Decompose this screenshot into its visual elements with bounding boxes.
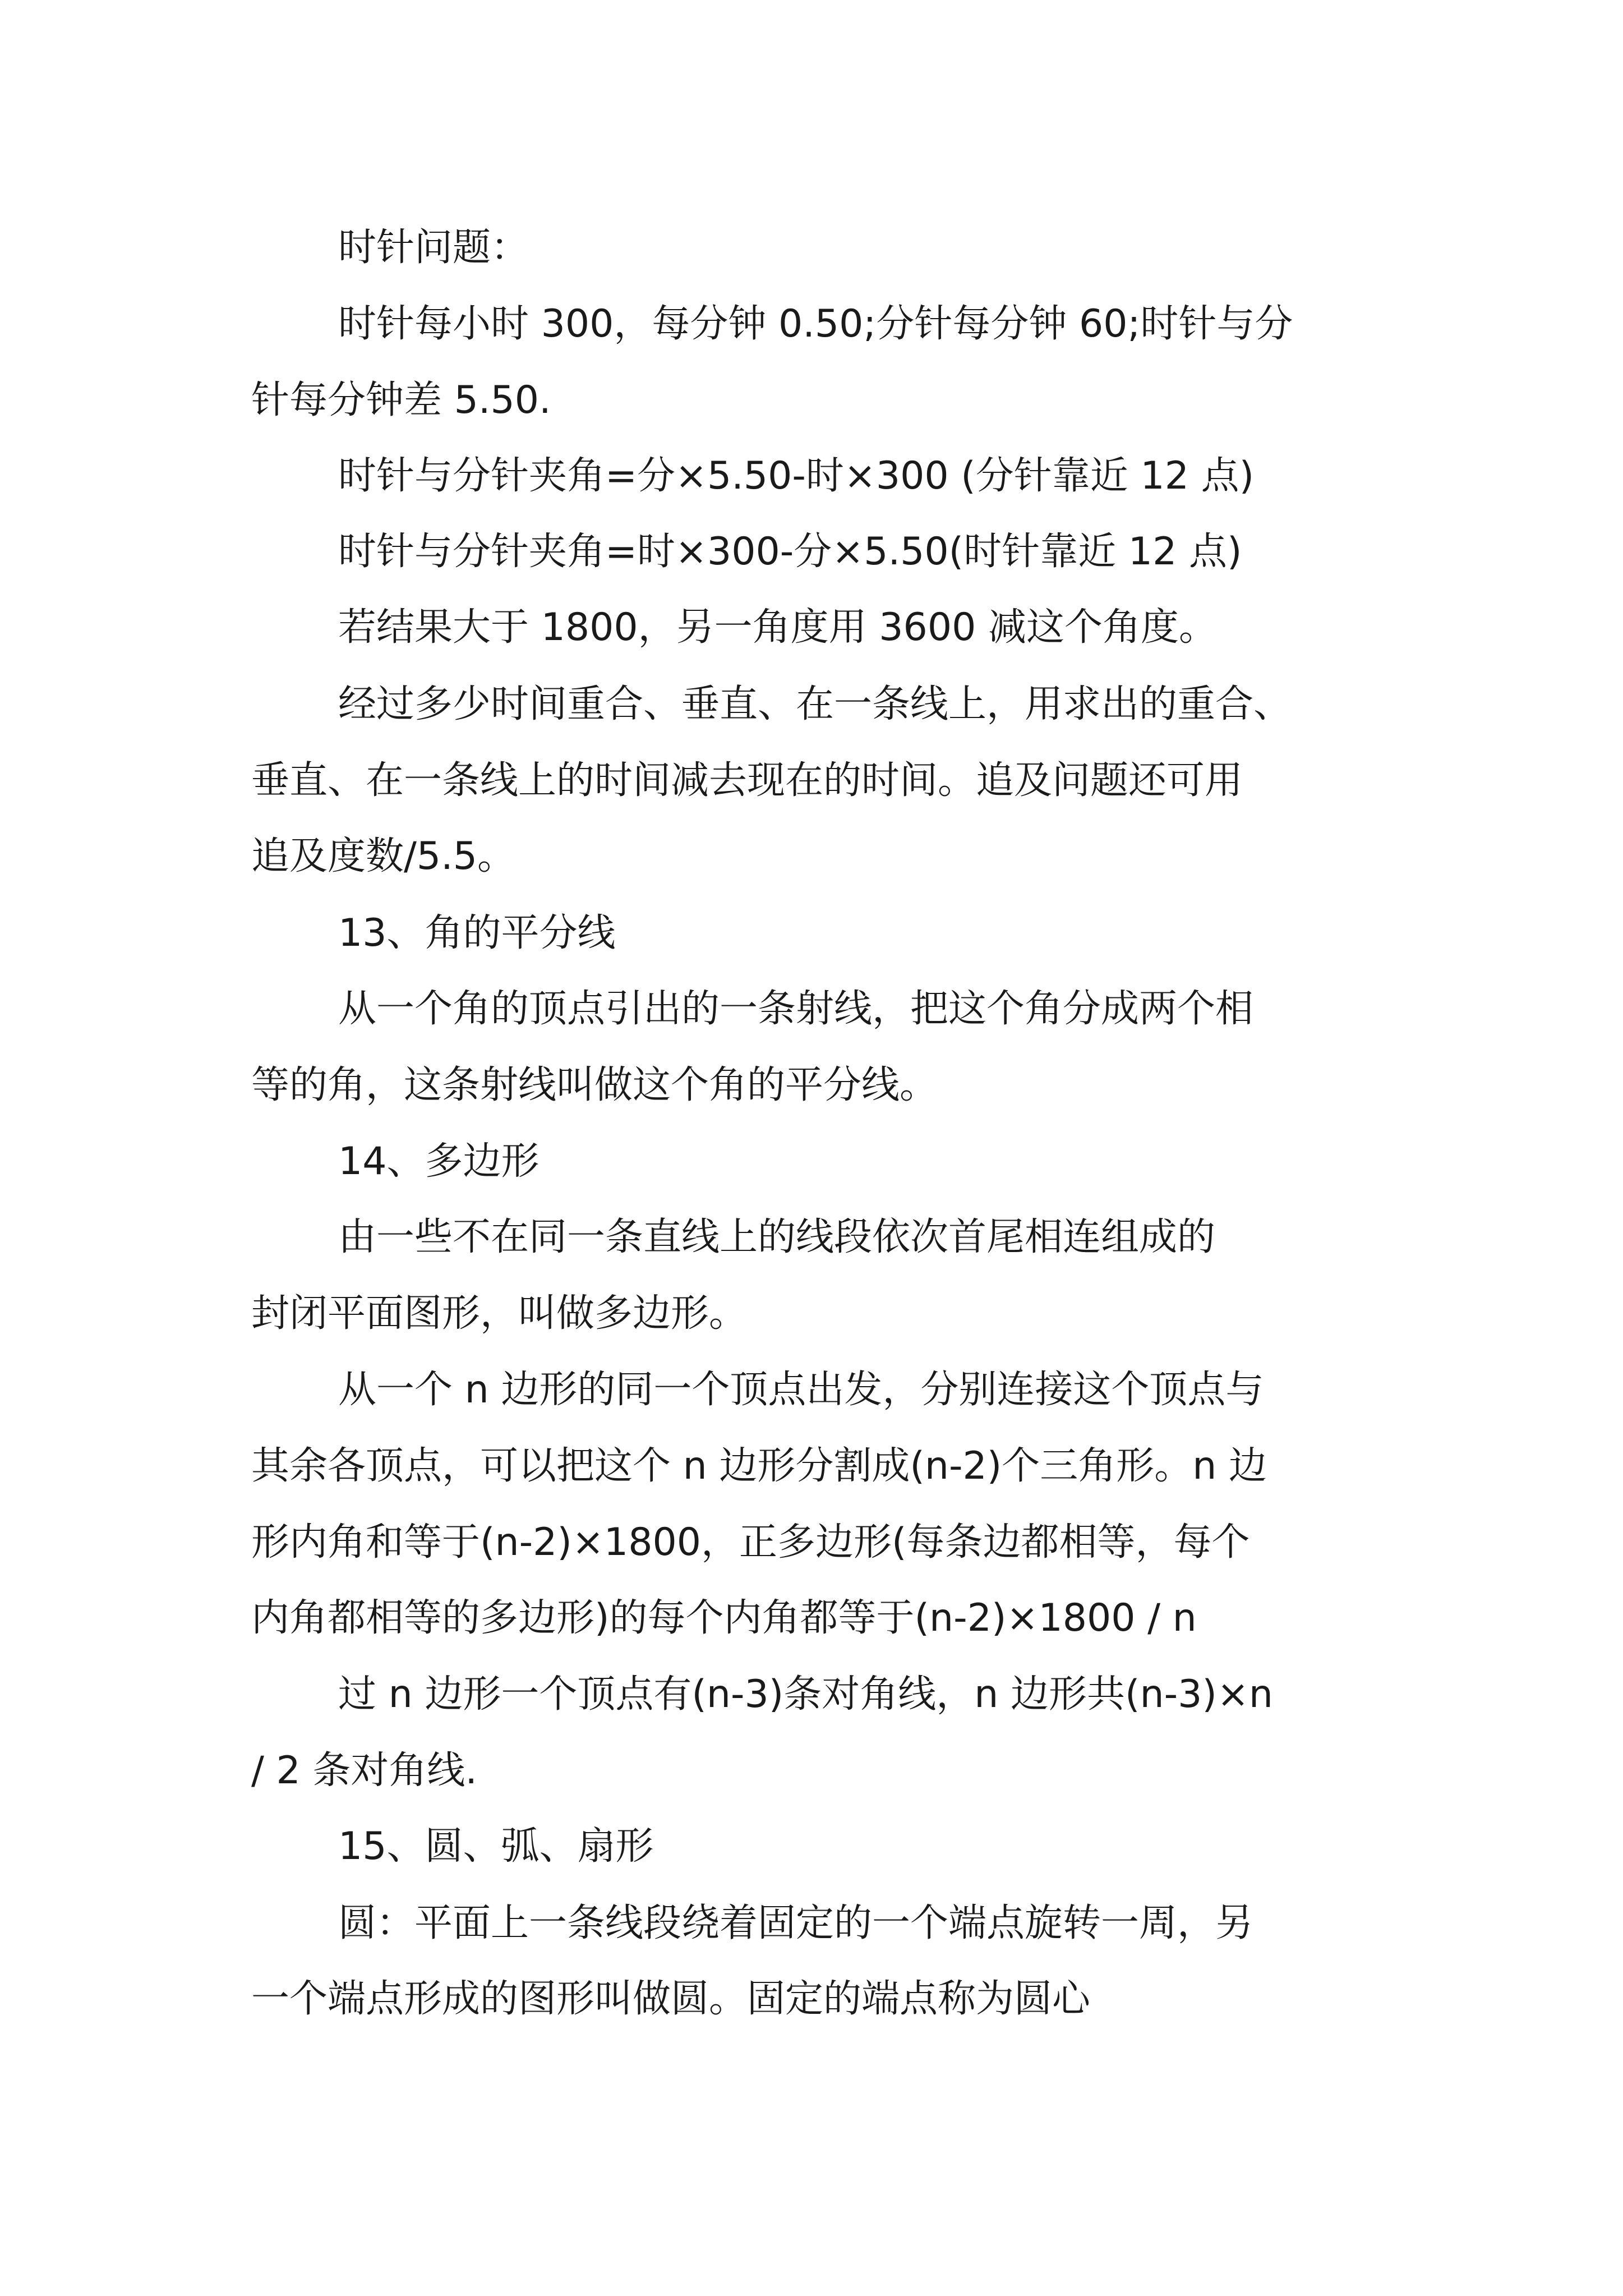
paragraph-line: 其余各顶点，可以把这个 n 边形分割成(n-2)个三角形。n 边 [251, 1444, 1267, 1488]
paragraph-line: 内角都相等的多边形)的每个内角都等于(n-2)×1800 / n [251, 1596, 1197, 1640]
paragraph-line: 垂直、在一条线上的时间减去现在的时间。追及问题还可用 [251, 758, 1243, 803]
paragraph-line: 从一个 n 边形的同一个顶点出发，分别连接这个顶点与 [338, 1368, 1264, 1412]
paragraph-line: 针每分钟差 5.50. [251, 378, 551, 422]
paragraph-line: 由一些不在同一条直线上的线段依次首尾相连组成的 [338, 1215, 1216, 1259]
paragraph-line: 封闭平面图形，叫做多边形。 [251, 1291, 748, 1336]
paragraph-line: 等的角，这条射线叫做这个角的平分线。 [251, 1063, 938, 1107]
formula-line: 时针与分针夹角=分×5.50-时×300 (分针靠近 12 点) [338, 454, 1255, 498]
paragraph-line: 时针每小时 300，每分钟 0.50;分针每分钟 60;时针与分 [338, 302, 1293, 346]
section-heading-circle-arc-sector: 15、圆、弧、扇形 [338, 1824, 654, 1869]
paragraph-line: 形内角和等于(n-2)×1800，正多边形(每条边都相等，每个 [251, 1520, 1250, 1565]
paragraph-line: 过 n 边形一个顶点有(n-3)条对角线，n 边形共(n-3)×n [338, 1672, 1274, 1717]
formula-line: 时针与分针夹角=时×300-分×5.50(时针靠近 12 点) [338, 530, 1242, 574]
paragraph-line: 追及度数/5.5。 [251, 834, 516, 878]
paragraph-line: 一个端点形成的图形叫做圆。固定的端点称为圆心 [251, 1977, 1091, 2021]
section-heading-polygon: 14、多边形 [338, 1139, 540, 1184]
section-heading-angle-bisector: 13、角的平分线 [338, 911, 616, 955]
paragraph-line: 从一个角的顶点引出的一条射线，把这个角分成两个相 [338, 987, 1254, 1031]
paragraph-line: 若结果大于 1800，另一角度用 3600 减这个角度。 [338, 605, 1217, 650]
paragraph-line: / 2 条对角线. [251, 1749, 478, 1793]
paragraph-line: 圆：平面上一条线段绕着固定的一个端点旋转一周，另 [338, 1901, 1254, 1945]
paragraph-line: 经过多少时间重合、垂直、在一条线上，用求出的重合、 [338, 682, 1292, 726]
heading-clock-problem: 时针问题： [338, 226, 529, 270]
